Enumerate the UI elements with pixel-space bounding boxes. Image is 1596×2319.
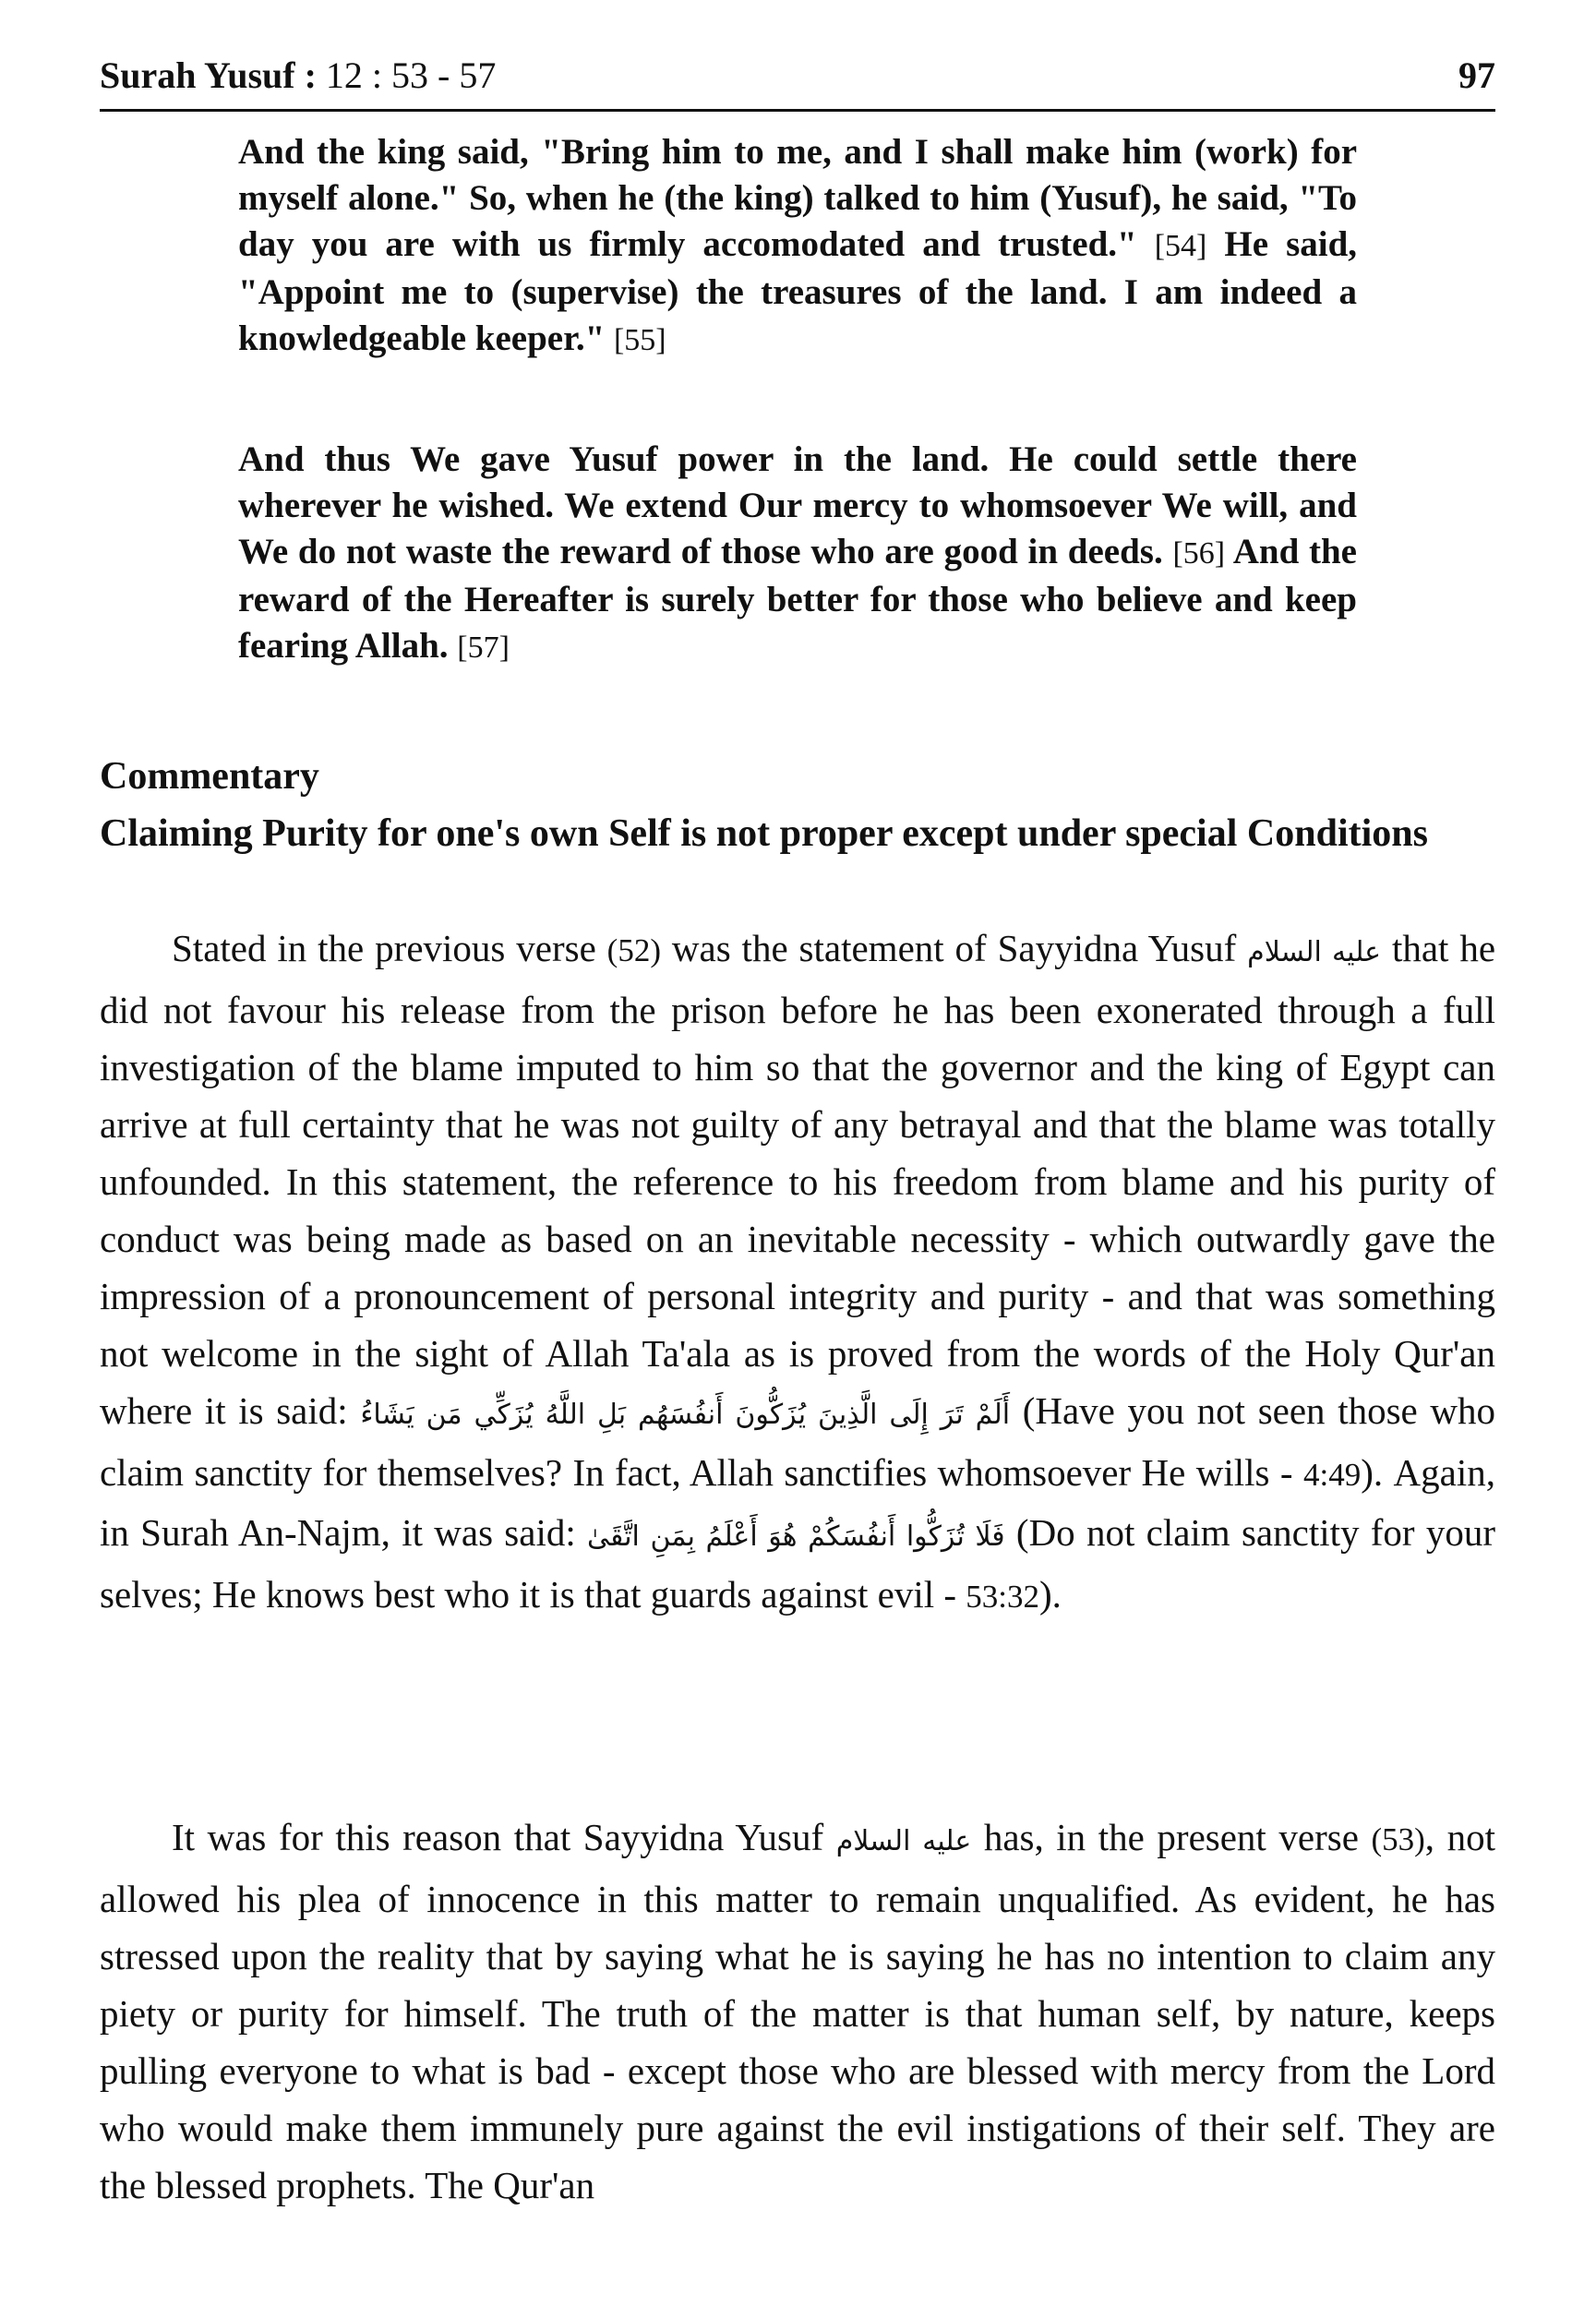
translation-text: He said, "Appoint me to (supervise) the treasures of the land. I am indeed a knowledgeable keeper." [238, 224, 1358, 358]
verse-number: [54] [1154, 229, 1207, 263]
body-text: (Do not claim sanctity for your selves; He knows best who it is that guards against evil - [100, 1511, 1495, 1616]
body-text: was the statement of Sayyidna Yusuf [671, 927, 1237, 969]
verse-reference: 4:49 [1303, 1457, 1362, 1493]
verse-reference: 53:32 [966, 1579, 1040, 1615]
commentary-paragraph-1 [100, 919, 1495, 1626]
body-text: ). Again, in Surah An-Najm, it was said: [100, 1451, 1496, 1554]
verse-reference: (52) [606, 932, 661, 968]
commentary-heading: Commentary [100, 755, 319, 798]
header-rule [100, 109, 1495, 112]
commentary-paragraph-2 [100, 1808, 1495, 2214]
verse-number: [56] [1172, 536, 1226, 571]
body-text: has, in the present verse [983, 1816, 1359, 1858]
honorific-symbol: عليه السلام [1247, 936, 1382, 968]
body-text: It was for this reason that Sayyidna Yusuf [172, 1816, 824, 1858]
page-number: 97 [1458, 54, 1495, 96]
translation-paragraph-1 [238, 129, 1357, 364]
verse-reference: (53) [1371, 1821, 1425, 1857]
section-subheading: Claiming Purity for one's own Self is not proper except under special Conditions [100, 812, 1428, 855]
body-text: (Have you not seen those who claim sanctity for themselves? In fact, Allah sanctifies whomsoever He wills - [100, 1389, 1495, 1494]
translation-text: And thus We gave Yusuf power in the land. He could settle there wherever he wished. We extend Our mercy to whomsoever We will, and We do not waste the reward of those who are good in deeds. [238, 439, 1357, 571]
arabic-quote: أَلَمْ تَرَ إِلَى الَّذِينَ يُزَكُّونَ أَنفُسَهُم بَلِ اللَّهُ يُزَكِّي مَن يَشَاءُ [360, 1399, 1011, 1431]
verse-range: 12 : 53 - 57 [325, 54, 497, 96]
body-text: Stated in the previous verse [172, 927, 596, 969]
honorific-symbol: عليه السلام [835, 1825, 972, 1857]
translation-text: And the king said, "Bring him to me, and I shall make him (work) for myself alone." So, when he (the king) talked to him (Yusuf), he said, "To day you are with us firmly accomodated and trusted." [238, 132, 1357, 264]
body-text: that he did not favour his release from the prison before he has been exonerated through a full investigation of the blame imputed to him so that the governor and the king of Egypt can arrive at full certainty that he was not guilty of any betrayal and that the blame was totally unfounded. In this statement, the reference to his freedom from blame and his purity of conduct was being made as based on an inevitable necessity - which outwardly gave the impression of a pronouncement of personal integrity and purity - and that was something not welcome in the sight of Allah Ta'ala as is proved from the words of the Holy Qur'an where it is said: [100, 927, 1496, 1432]
arabic-quote: فَلَا تُزَكُّوا أَنفُسَكُمْ هُوَ أَعْلَمُ بِمَنِ اتَّقَىٰ [587, 1520, 1005, 1553]
running-header [100, 48, 1495, 103]
body-text: ). [1039, 1573, 1062, 1616]
verse-number: [57] [457, 631, 510, 665]
body-text: , not allowed his plea of innocence in this matter to remain unqualified. As evident, he has stressed upon the reality that by saying what he is saying he has no intention to claim any piety or purity for himself. The truth of the matter is that human self, by nature, keeps pulling everyone to what is bad - except those who are blessed with mercy from the Lord who would make them immunely pure against the evil instigations of their self. They are the blessed prophets. The Qur'an [100, 1816, 1496, 2206]
translation-paragraph-2 [238, 437, 1357, 671]
surah-title: Surah Yusuf : [100, 54, 317, 96]
verse-number: [55] [613, 323, 666, 357]
translation-text: And the reward of the Hereafter is surely better for those who believe and keep fearing Allah. [238, 532, 1357, 666]
